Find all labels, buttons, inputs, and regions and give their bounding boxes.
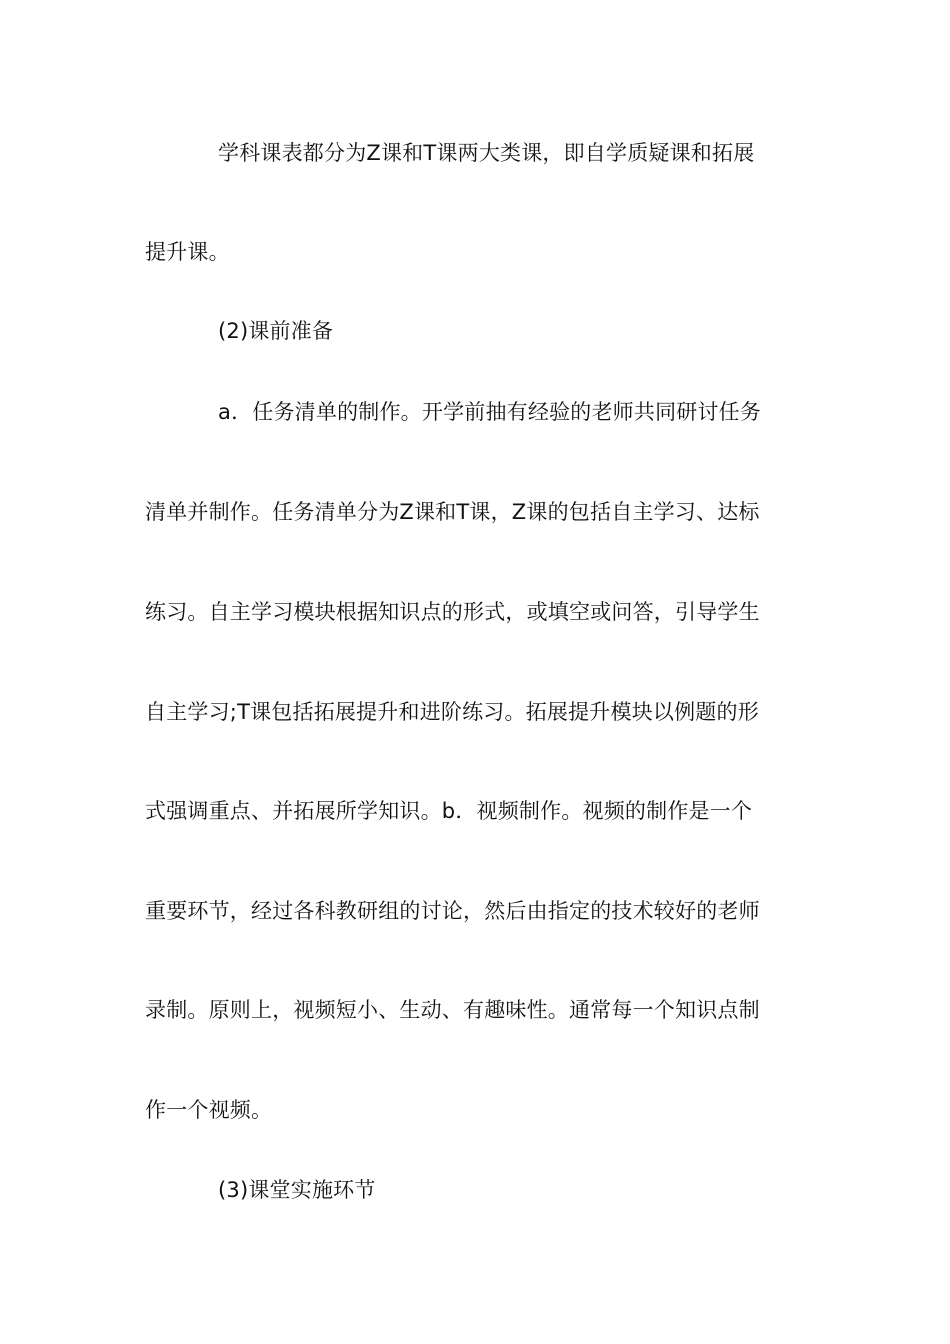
paragraph-line: 提升课。 [145,240,230,264]
paragraph-line: a．任务清单的制作。开学前抽有经验的老师共同研讨任务 [218,400,762,424]
paragraph-line: 作一个视频。 [145,1098,273,1122]
paragraph-line: 录制。原则上，视频短小、生动、有趣味性。通常每一个知识点制 [145,998,760,1022]
paragraph-line: 练习。自主学习模块根据知识点的形式，或填空或问答，引导学生 [145,600,760,624]
paragraph-line: 清单并制作。任务清单分为Z课和T课，Z课的包括自主学习、达标 [145,500,760,524]
section-heading: (2)课前准备 [218,319,334,343]
paragraph-line: 自主学习;T课包括拓展提升和进阶练习。拓展提升模块以例题的形 [145,700,759,724]
paragraph-line: 式强调重点、并拓展所学知识。b．视频制作。视频的制作是一个 [145,799,753,823]
paragraph-line: 学科课表都分为Z课和T课两大类课，即自学质疑课和拓展 [218,141,755,165]
paragraph-line: 重要环节，经过各科教研组的讨论，然后由指定的技术较好的老师 [145,899,760,923]
section-heading: (3)课堂实施环节 [218,1178,376,1202]
